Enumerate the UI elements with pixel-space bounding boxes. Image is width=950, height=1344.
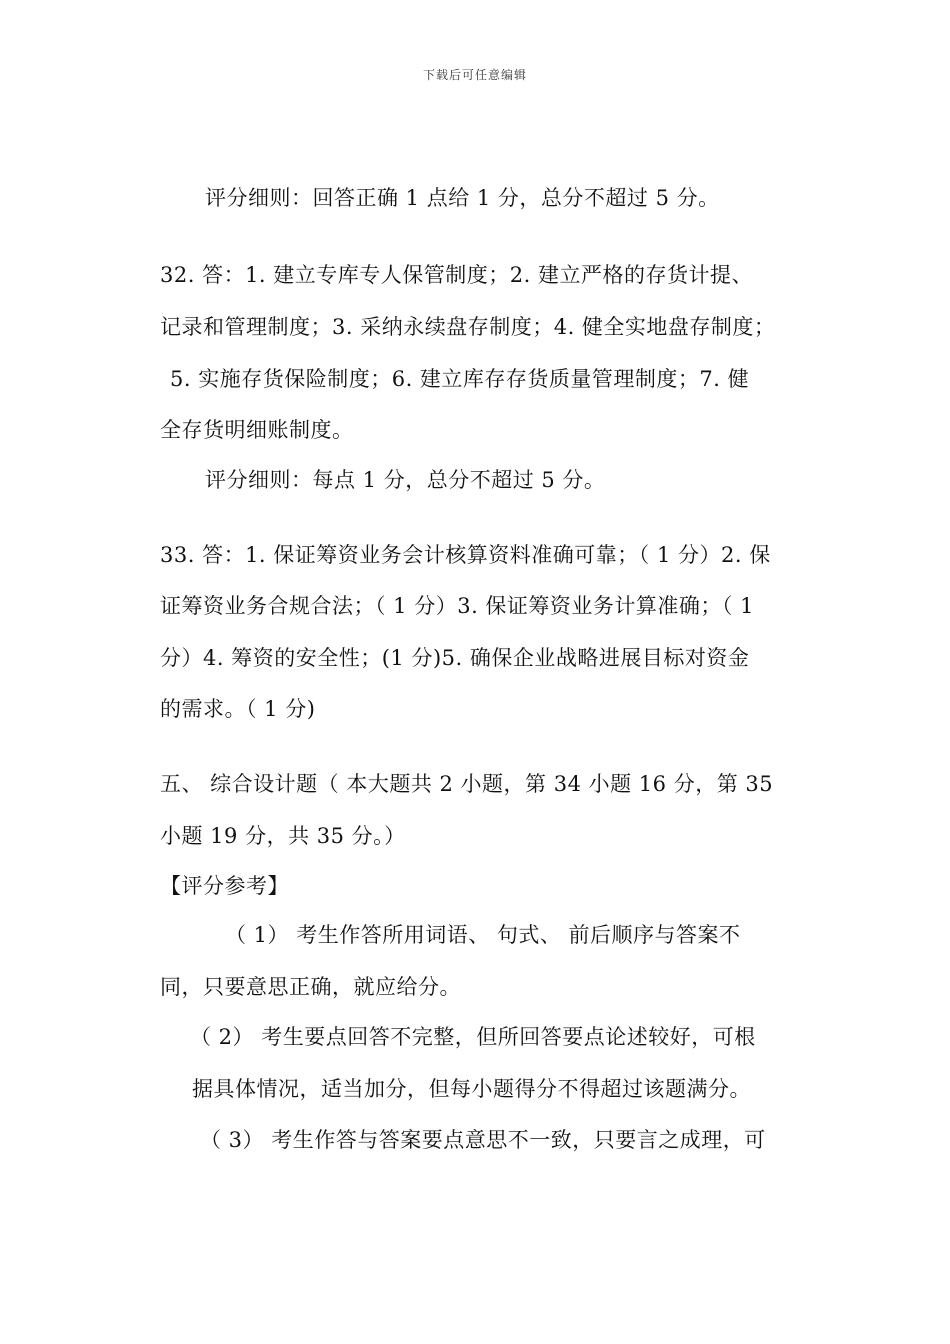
- answer-33-line-1: 33. 答：1. 保证筹资业务会计核算资料准确可靠；（ 1 分）2. 保: [160, 543, 771, 567]
- reference-item-1-line-2: 同，只要意思正确，就应给分。: [160, 975, 461, 999]
- reference-item-2-line-1: （ 2） 考生要点回答不完整，但所回答要点论述较好，可根: [190, 1025, 756, 1049]
- answer-33-line-3: 分）4. 筹资的安全性；(1 分)5. 确保企业战略进展目标对资金: [160, 646, 750, 670]
- scoring-rule-line: 评分细则：回答正确 1 点给 1 分，总分不超过 5 分。: [205, 186, 720, 210]
- scoring-rule-line: 评分细则：每点 1 分，总分不超过 5 分。: [205, 468, 606, 492]
- answer-32-line-2: 记录和管理制度；3. 采纳永续盘存制度；4. 健全实地盘存制度；: [160, 315, 776, 339]
- reference-item-1-line-1: （ 1） 考生作答所用词语、 句式、 前后顺序与答案不: [225, 923, 741, 947]
- download-note: 下载后可任意编辑: [422, 68, 527, 82]
- reference-item-3-line-1: （ 3） 考生作答与答案要点意思不一致，只要言之成理，可: [200, 1128, 766, 1152]
- section-5-heading-line-1: 五、 综合设计题（ 本大题共 2 小题，第 34 小题 16 分，第 35: [160, 772, 774, 796]
- answer-32-line-3: 5. 实施存货保险制度；6. 建立库存存货质量管理制度；7. 健: [170, 367, 750, 391]
- answer-33-line-2: 证筹资业务合规合法；（ 1 分）3. 保证筹资业务计算准确；（ 1: [160, 594, 754, 618]
- answer-32-line-1: 32. 答：1. 建立专库专人保管制度；2. 建立严格的存货计提、: [160, 263, 753, 287]
- section-5-heading-line-2: 小题 19 分，共 35 分。）: [160, 824, 406, 848]
- scoring-reference-heading: 【评分参考】: [160, 874, 289, 898]
- reference-item-2-line-2: 据具体情况，适当加分，但每小题得分不得超过该题满分。: [192, 1077, 751, 1101]
- answer-33-line-4: 的需求。（ 1 分): [160, 697, 316, 721]
- answer-32-line-4: 全存货明细账制度。: [160, 418, 354, 442]
